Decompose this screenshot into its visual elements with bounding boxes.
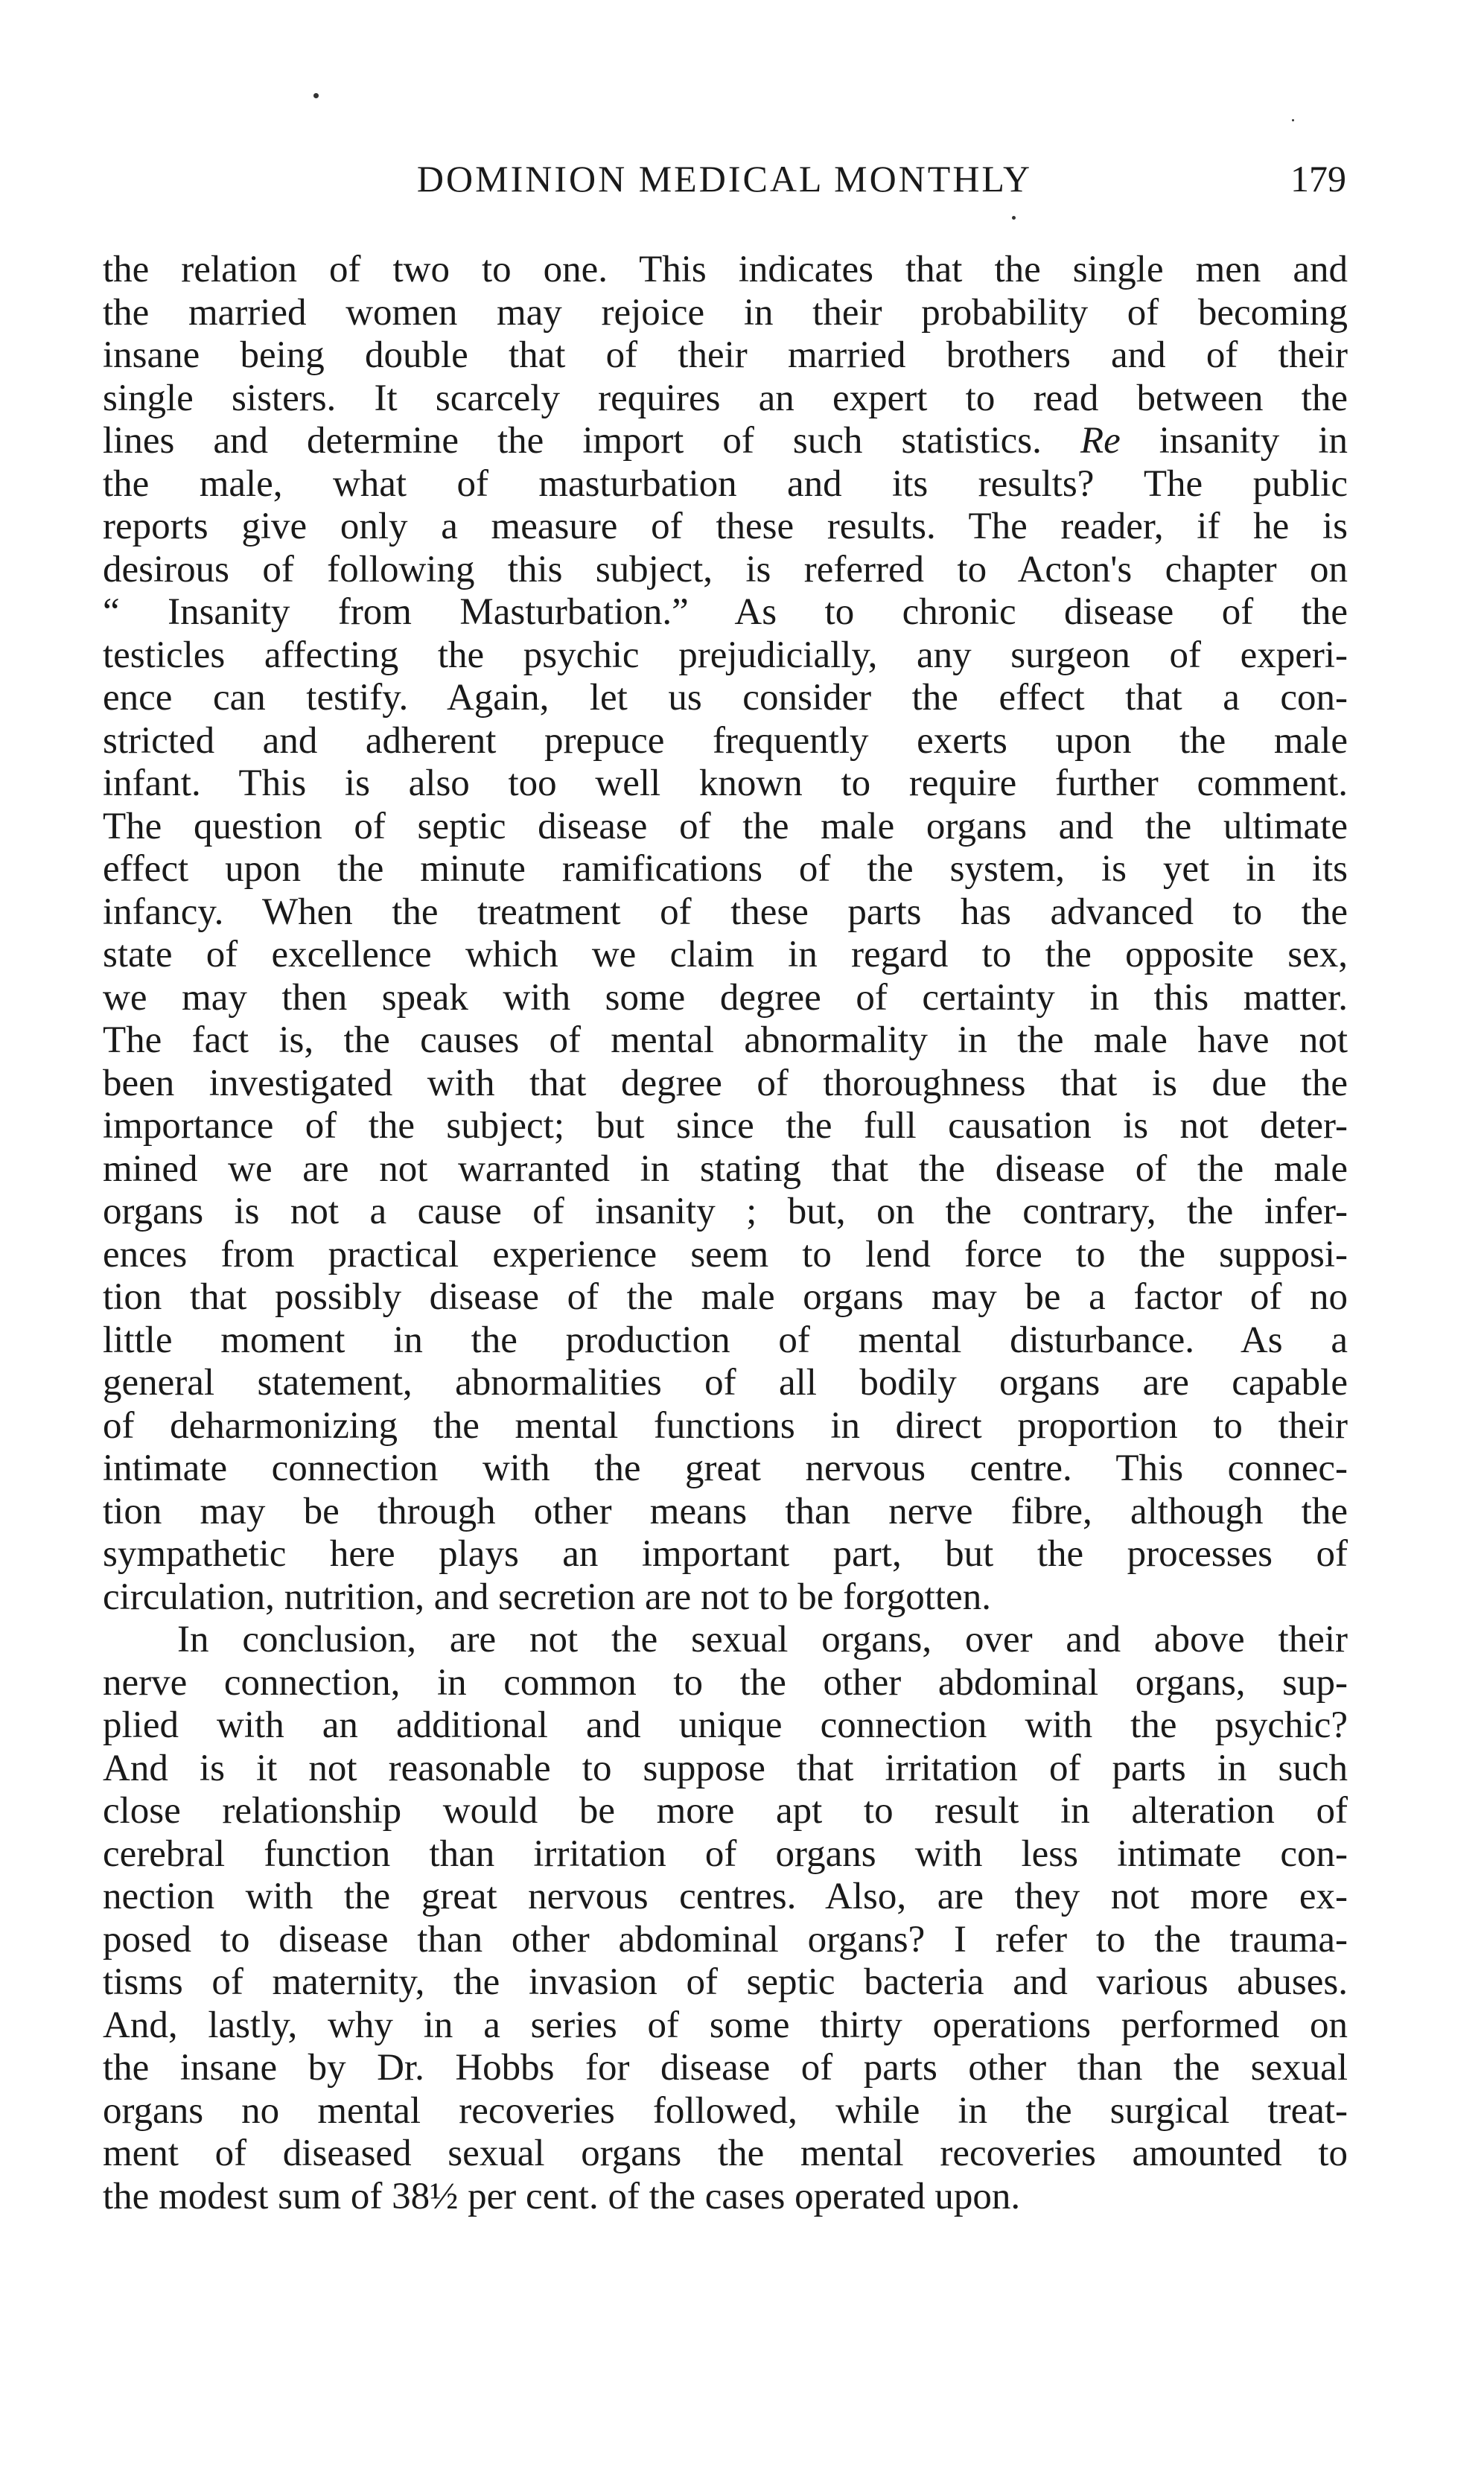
print-speck — [313, 93, 319, 98]
text-line: intimate connection with the great nervous centre. This connec- — [103, 1447, 1348, 1489]
text-line: “ Insanity from Masturbation.” As to chronic disease of the — [103, 591, 1348, 633]
text-line: general statement, abnormalities of all bodily organs are capable — [103, 1362, 1348, 1404]
text-line: the male, what of masturbation and its results? The public — [103, 462, 1348, 505]
text-line: nection with the great nervous centres. Also, are they not more ex- — [103, 1876, 1348, 1917]
text-line: And, lastly, why in a series of some thirty operations performed on — [103, 2004, 1348, 2046]
text-line: ence can testify. Again, let us consider the effect that a con- — [103, 677, 1348, 719]
italic-re: Re — [1080, 420, 1121, 462]
text-line: insane being double that of their married brothers and of their — [103, 334, 1348, 376]
text-line: the insane by Dr. Hobbs for disease of parts other than the sexual — [103, 2047, 1348, 2089]
text-line: testicles affecting the psychic prejudicially, any surgeon of experi- — [103, 634, 1348, 676]
text-line: ment of diseased sexual organs the mental recoveries amounted to — [103, 2133, 1348, 2174]
text-line: plied with an additional and unique connection with the psychic? — [103, 1704, 1348, 1746]
text-line: of deharmonizing the mental functions in direct proportion to their — [103, 1404, 1348, 1447]
text-line: organs is not a cause of insanity ; but, on the contrary, the infer- — [103, 1191, 1348, 1232]
page-number: 179 — [1290, 158, 1346, 200]
text-line: single sisters. It scarcely requires an expert to read between the — [103, 377, 1348, 419]
text-line: infant. This is also too well known to require further comment. — [103, 762, 1348, 804]
paragraph-start-line: In conclusion, are not the sexual organs, over and above their — [177, 1619, 1348, 1660]
text-line: desirous of following this subject, is referred to Acton's chapter on — [103, 548, 1348, 590]
text-line: tion may be through other means than nerve fibre, although the — [103, 1490, 1348, 1532]
text-line: reports give only a measure of these results. The reader, if he is — [103, 506, 1348, 547]
text-line: The fact is, the causes of mental abnormality in the male have not — [103, 1019, 1348, 1061]
text-segment: lines and determine the import of such statistics. — [103, 420, 1042, 462]
text-line: circulation, nutrition, and secretion are not to be forgotten. — [103, 1576, 991, 1618]
text-line: close relationship would be more apt to result in alteration of — [103, 1790, 1348, 1832]
print-speck — [1292, 119, 1294, 121]
text-line: tion that possibly disease of the male organs may be a factor of no — [103, 1276, 1348, 1318]
text-line: the modest sum of 38½ per cent. of the cases operated upon. — [103, 2175, 1021, 2217]
text-line: The question of septic disease of the male organs and the ultimate — [103, 805, 1348, 847]
text-line: infancy. When the treatment of these parts has advanced to the — [103, 891, 1348, 933]
text-line: tisms of maternity, the invasion of septic bacteria and various abuses. — [103, 1961, 1348, 2003]
text-line: we may then speak with some degree of certainty in this matter. — [103, 976, 1348, 1019]
text-line: sympathetic here plays an important part, but the processes of — [103, 1533, 1348, 1575]
text-line: been investigated with that degree of thoroughness that is due the — [103, 1062, 1348, 1104]
text-line: effect upon the minute ramifications of the system, is yet in its — [103, 848, 1348, 890]
text-line: importance of the subject; but since the full causation is not deter- — [103, 1105, 1348, 1147]
text-line: organs no mental recoveries followed, while in the surgical treat- — [103, 2089, 1348, 2132]
text-line: cerebral function than irritation of organs with less intimate con- — [103, 1832, 1348, 1875]
text-line — [103, 420, 1348, 463]
text-line: posed to disease than other abdominal organs? I refer to the trauma- — [103, 1918, 1348, 1961]
text-line: And is it not reasonable to suppose that irritation of parts in such — [103, 1747, 1348, 1789]
text-line: nerve connection, in common to the other abdominal organs, sup- — [103, 1661, 1348, 1704]
text-line: mined we are not warranted in stating that the disease of the male — [103, 1147, 1348, 1190]
print-speck — [1012, 216, 1016, 220]
running-header — [103, 153, 1346, 205]
text-line: state of excellence which we claim in regard to the opposite sex, — [103, 934, 1348, 975]
text-line: the relation of two to one. This indicates that the single men and — [103, 249, 1348, 290]
text-line: stricted and adherent prepuce frequently exerts upon the male — [103, 719, 1348, 762]
text-line: little moment in the production of mental disturbance. As a — [103, 1319, 1348, 1361]
text-segment: insanity in — [1159, 420, 1348, 462]
running-title: DOMINION MEDICAL MONTHLY — [416, 158, 1033, 200]
body-text — [103, 249, 1348, 2218]
text-line: the married women may rejoice in their probability of becoming — [103, 291, 1348, 334]
text-line: ences from practical experience seem to lend force to the supposi- — [103, 1233, 1348, 1275]
